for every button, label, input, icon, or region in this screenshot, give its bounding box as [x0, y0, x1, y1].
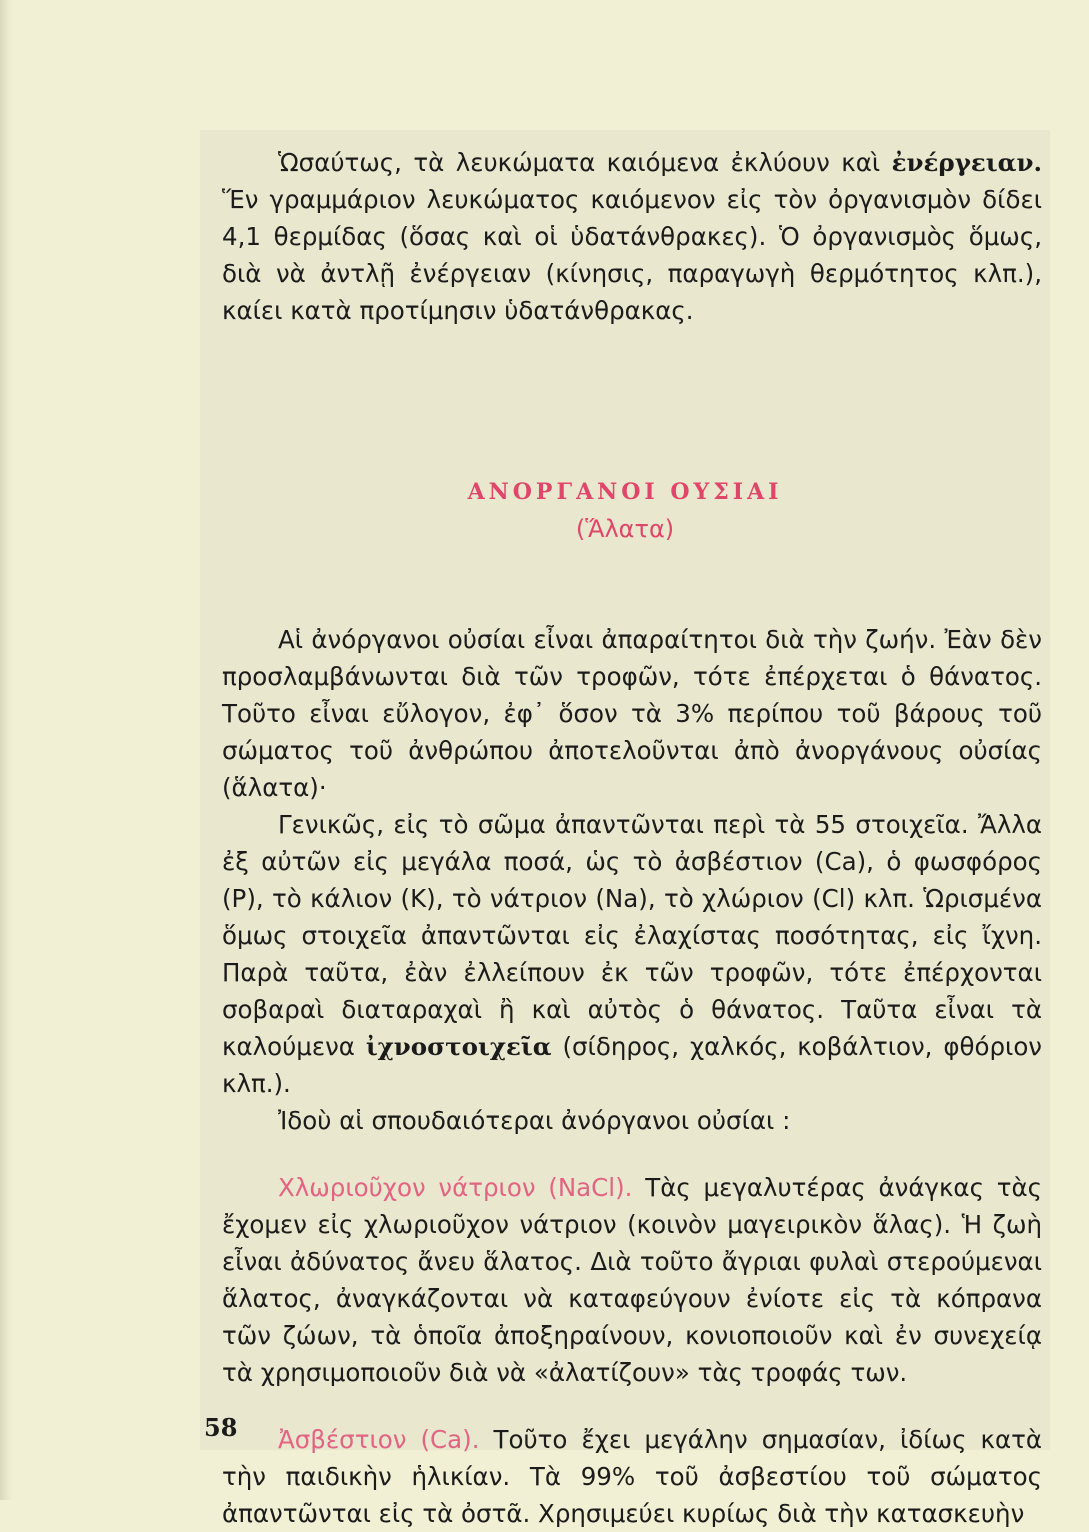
calcium-label: Ἀσβέστιον (Ca). — [278, 1425, 480, 1454]
calcium-text: Τοῦτο ἔχει μεγάλην σημασίαν, ἰδίως κατὰ τὴν παιδικὴν ἡλικίαν. Τὰ 99% τοῦ ἀσβεστίου τοῦ σώματος ἀπαντῶνται εἰς τὰ ὀστᾶ. Χρησιμεύει κυρίως διὰ τὴν κατασκευὴν — [222, 1425, 1042, 1528]
nacl-text: Τὰς μεγαλυτέρας ἀνάγκας τὰς ἔχομεν εἰς χλωριοῦχον νάτριον (κοινὸν μαγειρικὸν ἅλας). Ἡ ζωὴ εἶναι ἀδύνατος ἄνευ ἅλατος. Διὰ τοῦτο ἄγριαι φυλαὶ στερούμεναι ἅλατος, ἀναγκάζονται νὰ καταφεύγουν ἐνίοτε εἰς τὰ κόπρανα τῶν ζώων, τὰ ὁποῖα ἀποξηραίνουν, κονιοποιοῦν καὶ ἐν συνεχείᾳ τὰ χρησιμοποιοῦν διὰ νὰ «ἀλατίζουν» τὰς τροφάς των. — [222, 1173, 1042, 1387]
intro-text-1: Ὡσαύτως, τὰ λευκώματα καιόμενα ἐκλύουν καὶ — [278, 148, 892, 177]
section-subtitle: (Ἅλατα) — [575, 515, 675, 543]
page-number: 58 — [204, 1413, 238, 1442]
trace-elements-term: ἰχνοστοιχεῖα — [365, 1032, 552, 1061]
intro-text-2: Ἕν γραμμάριον λευκώματος καιόμενον εἰς τὸν ὀργανισμὸν δίδει 4,1 θερμίδας (ὅσας καὶ οἱ ὑδατάνθρακες). Ὁ ὀργανισμὸς ὅμως, διὰ νὰ ἀντλῇ ἐνέργειαν (κίνησις, παραγωγὴ θερμότητος κλπ.), καίει κατὰ προτίμησιν ὑδατάνθρακας. — [222, 185, 1042, 325]
nacl-paragraph — [222, 1169, 1042, 1391]
body-paragraph-3: Ἰδοὺ αἱ σπουδαιότεραι ἀνόργανοι οὐσίαι : — [278, 1106, 791, 1135]
body-paragraph-2-text-b: (σίδηρος, χαλκός, κοβάλτιον, φθόριον κλπ.). — [222, 1032, 1042, 1098]
body-paragraph-1: Αἱ ἀνόργανοι οὐσίαι εἶναι ἀπαραίτητοι διὰ τὴν ζωήν. Ἐὰν δὲν προσλαμβάνωνται διὰ τῶν τροφῶν, τότε ἐπέρχεται ὁ θάνατος. Τοῦτο εἶναι εὔλογον, ἐφ᾿ ὅσον τὰ 3% περίπου τοῦ βάρους τοῦ σώματος τοῦ ἀνθρώπου ἀποτελοῦνται ἀπὸ ἀνοργάνους οὐσίας (ἅλατα)· — [222, 625, 1042, 802]
nacl-label: Χλωριοῦχον νάτριον (NaCl). — [278, 1173, 633, 1202]
intro-bold-energy: ἐνέργειαν. — [891, 148, 1042, 177]
intro-paragraph — [222, 144, 1042, 329]
page-edge — [0, 0, 14, 1500]
section-title: ΑΝΟΡΓΑΝΟΙ ΟΥΣΙΑΙ — [467, 479, 783, 505]
calcium-paragraph — [222, 1421, 1042, 1532]
body-paragraph-2 — [222, 806, 1042, 1102]
body-paragraph-2-text-a: Γενικῶς, εἰς τὸ σῶμα ἀπαντῶνται περὶ τὰ 55 στοιχεῖα. Ἄλλα ἐξ αὐτῶν εἰς μεγάλα ποσά, ὡς τὸ ἀσβέστιον (Ca), ὁ φωσφόρος (P), τὸ κάλιον (K), τὸ νάτριον (Na), τὸ χλώριον (Cl) κλπ. Ὡρισμένα ὅμως στοιχεῖα ἀπαντῶνται εἰς ἐλαχίστας ποσότητας, εἰς ἴχνη. Παρὰ ταῦτα, ἐὰν ἐλλείπουν ἐκ τῶν τροφῶν, τότε ἐπέρχονται σοβαραὶ διαταραχαὶ ἢ καὶ αὐτὸς ὁ θάνατος. Ταῦτα εἶναι τὰ καλούμενα — [222, 810, 1042, 1061]
text-block — [200, 130, 1050, 1528]
